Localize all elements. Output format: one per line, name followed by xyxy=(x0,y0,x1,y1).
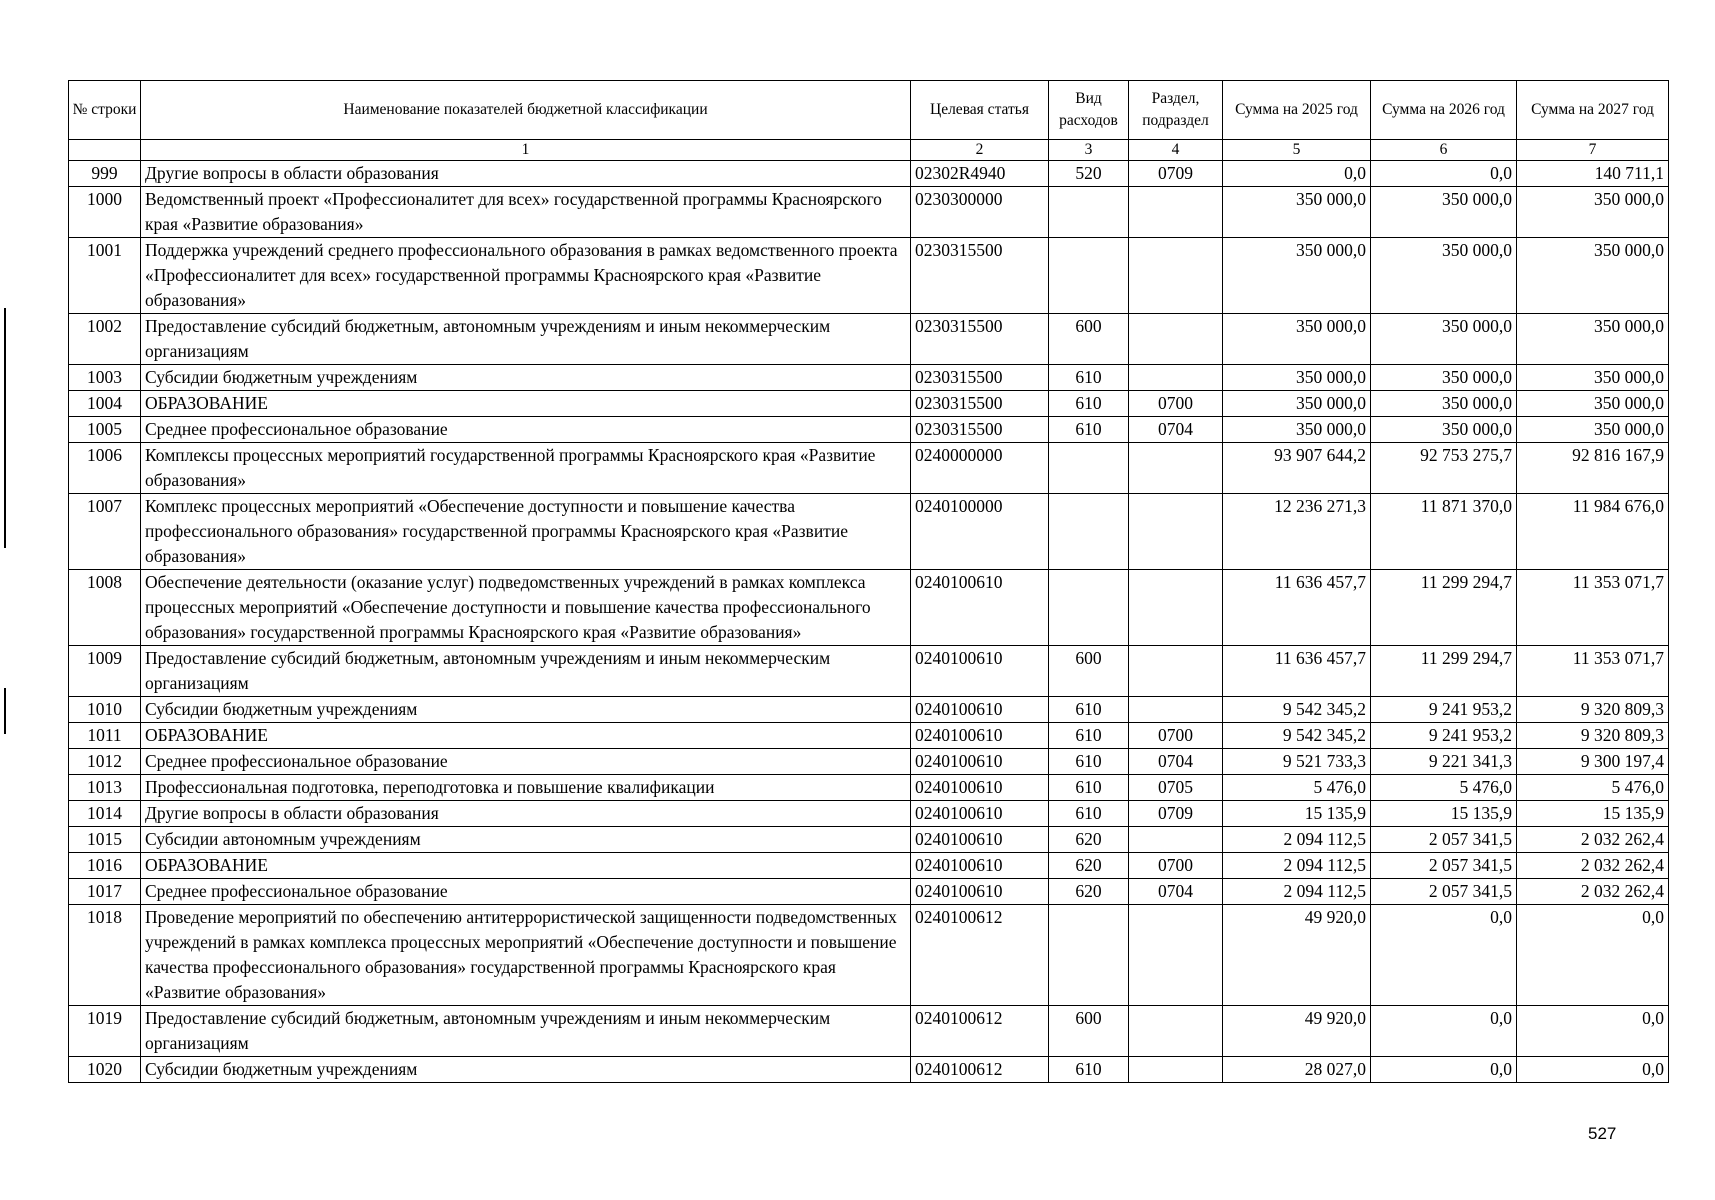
row-number: 1000 xyxy=(69,187,141,238)
row-sum-2026: 350 000,0 xyxy=(1371,417,1517,443)
row-sum-2025: 2 094 112,5 xyxy=(1223,853,1371,879)
row-sum-2027: 9 320 809,3 xyxy=(1517,697,1669,723)
row-expense-type: 620 xyxy=(1049,879,1129,905)
row-sum-2026: 2 057 341,5 xyxy=(1371,879,1517,905)
row-sum-2025: 5 476,0 xyxy=(1223,775,1371,801)
row-number: 1011 xyxy=(69,723,141,749)
header-section: Раздел, подраздел xyxy=(1129,81,1223,140)
row-sum-2025: 12 236 271,3 xyxy=(1223,494,1371,570)
row-expense-type: 520 xyxy=(1049,161,1129,187)
scan-edge-mark xyxy=(4,688,6,734)
column-number: 1 xyxy=(141,140,911,161)
row-sum-2026: 11 299 294,7 xyxy=(1371,570,1517,646)
row-number: 1003 xyxy=(69,365,141,391)
row-expense-type: 610 xyxy=(1049,1057,1129,1083)
row-expense-type: 610 xyxy=(1049,801,1129,827)
budget-table xyxy=(68,80,1669,1083)
row-number: 1018 xyxy=(69,905,141,1006)
row-sum-2027: 2 032 262,4 xyxy=(1517,827,1669,853)
row-number: 1001 xyxy=(69,238,141,314)
row-target-code: 0240100610 xyxy=(911,879,1049,905)
row-expense-type xyxy=(1049,187,1129,238)
row-sum-2026: 9 241 953,2 xyxy=(1371,697,1517,723)
row-target-code: 0240000000 xyxy=(911,443,1049,494)
table-row xyxy=(69,1057,1669,1083)
scan-edge-mark xyxy=(4,308,6,548)
row-name: Комплексы процессных мероприятий государственной программы Красноярского края «Развитие образования» xyxy=(141,443,911,494)
row-sum-2027: 140 711,1 xyxy=(1517,161,1669,187)
row-sum-2027: 11 984 676,0 xyxy=(1517,494,1669,570)
table-row xyxy=(69,879,1669,905)
row-sum-2025: 11 636 457,7 xyxy=(1223,646,1371,697)
row-sum-2027: 11 353 071,7 xyxy=(1517,570,1669,646)
row-section xyxy=(1129,187,1223,238)
table-row xyxy=(69,646,1669,697)
row-sum-2026: 350 000,0 xyxy=(1371,365,1517,391)
header-row xyxy=(69,81,1669,140)
row-sum-2025: 0,0 xyxy=(1223,161,1371,187)
row-section: 0704 xyxy=(1129,417,1223,443)
row-expense-type: 620 xyxy=(1049,853,1129,879)
table-row xyxy=(69,697,1669,723)
row-expense-type: 610 xyxy=(1049,723,1129,749)
row-name: Предоставление субсидий бюджетным, автономным учреждениям и иным некоммерческим организациям xyxy=(141,1006,911,1057)
column-number: 7 xyxy=(1517,140,1669,161)
row-sum-2025: 15 135,9 xyxy=(1223,801,1371,827)
row-expense-type: 620 xyxy=(1049,827,1129,853)
column-number: 6 xyxy=(1371,140,1517,161)
row-sum-2025: 350 000,0 xyxy=(1223,238,1371,314)
row-expense-type xyxy=(1049,905,1129,1006)
row-name: Поддержка учреждений среднего профессионального образования в рамках ведомственного проекта «Профессионалитет для всех» государственной программы Красноярского края «Развитие образования» xyxy=(141,238,911,314)
table-row xyxy=(69,391,1669,417)
row-number: 1004 xyxy=(69,391,141,417)
row-sum-2026: 350 000,0 xyxy=(1371,314,1517,365)
row-target-code: 0240100610 xyxy=(911,749,1049,775)
row-section xyxy=(1129,314,1223,365)
row-number: 1016 xyxy=(69,853,141,879)
table-row xyxy=(69,775,1669,801)
table-row xyxy=(69,723,1669,749)
row-sum-2025: 350 000,0 xyxy=(1223,187,1371,238)
row-section: 0704 xyxy=(1129,879,1223,905)
row-name: Проведение мероприятий по обеспечению антитеррористической защищенности подведомственных учреждений в рамках комплекса процессных мероприятий «Обеспечение доступности и повышение качества профессионального образования» государственной программы Красноярского края «Развитие образования» xyxy=(141,905,911,1006)
table-row xyxy=(69,1006,1669,1057)
row-name: Субсидии бюджетным учреждениям xyxy=(141,365,911,391)
row-sum-2025: 49 920,0 xyxy=(1223,1006,1371,1057)
row-section xyxy=(1129,494,1223,570)
row-sum-2027: 350 000,0 xyxy=(1517,391,1669,417)
row-sum-2027: 350 000,0 xyxy=(1517,238,1669,314)
row-sum-2027: 11 353 071,7 xyxy=(1517,646,1669,697)
column-number: 4 xyxy=(1129,140,1223,161)
row-sum-2027: 92 816 167,9 xyxy=(1517,443,1669,494)
row-sum-2026: 2 057 341,5 xyxy=(1371,853,1517,879)
row-sum-2025: 350 000,0 xyxy=(1223,391,1371,417)
row-expense-type xyxy=(1049,494,1129,570)
table-row xyxy=(69,801,1669,827)
row-target-code: 0240100000 xyxy=(911,494,1049,570)
row-sum-2025: 2 094 112,5 xyxy=(1223,827,1371,853)
row-number: 1008 xyxy=(69,570,141,646)
table-row xyxy=(69,749,1669,775)
row-section xyxy=(1129,238,1223,314)
row-sum-2025: 350 000,0 xyxy=(1223,365,1371,391)
row-sum-2027: 0,0 xyxy=(1517,905,1669,1006)
table-row xyxy=(69,443,1669,494)
row-target-code: 0230300000 xyxy=(911,187,1049,238)
header-sum-2025: Сумма на 2025 год xyxy=(1223,81,1371,140)
row-number: 1010 xyxy=(69,697,141,723)
header-sum-2026: Сумма на 2026 год xyxy=(1371,81,1517,140)
table-row xyxy=(69,494,1669,570)
row-number: 1006 xyxy=(69,443,141,494)
column-number: 5 xyxy=(1223,140,1371,161)
row-number: 1007 xyxy=(69,494,141,570)
row-number: 1002 xyxy=(69,314,141,365)
row-sum-2026: 350 000,0 xyxy=(1371,238,1517,314)
table-row xyxy=(69,905,1669,1006)
row-section xyxy=(1129,1057,1223,1083)
row-name: Среднее профессиональное образование xyxy=(141,879,911,905)
row-sum-2026: 9 241 953,2 xyxy=(1371,723,1517,749)
row-number: 1020 xyxy=(69,1057,141,1083)
header-name: Наименование показателей бюджетной классификации xyxy=(141,81,911,140)
header-target: Целевая статья xyxy=(911,81,1049,140)
row-target-code: 0230315500 xyxy=(911,238,1049,314)
row-section: 0709 xyxy=(1129,161,1223,187)
row-target-code: 02302R4940 xyxy=(911,161,1049,187)
row-sum-2026: 0,0 xyxy=(1371,1006,1517,1057)
row-section: 0700 xyxy=(1129,853,1223,879)
row-name: Среднее профессиональное образование xyxy=(141,749,911,775)
page-number: 527 xyxy=(1588,1124,1617,1143)
row-sum-2027: 2 032 262,4 xyxy=(1517,853,1669,879)
row-section xyxy=(1129,365,1223,391)
row-sum-2027: 15 135,9 xyxy=(1517,801,1669,827)
row-section xyxy=(1129,570,1223,646)
row-sum-2027: 9 320 809,3 xyxy=(1517,723,1669,749)
row-sum-2026: 11 871 370,0 xyxy=(1371,494,1517,570)
row-sum-2026: 350 000,0 xyxy=(1371,391,1517,417)
column-number: 3 xyxy=(1049,140,1129,161)
row-sum-2027: 350 000,0 xyxy=(1517,314,1669,365)
row-number: 1009 xyxy=(69,646,141,697)
row-expense-type xyxy=(1049,570,1129,646)
row-target-code: 0240100612 xyxy=(911,905,1049,1006)
row-number: 1019 xyxy=(69,1006,141,1057)
table-row xyxy=(69,187,1669,238)
row-number: 1017 xyxy=(69,879,141,905)
row-expense-type: 600 xyxy=(1049,314,1129,365)
row-sum-2027: 2 032 262,4 xyxy=(1517,879,1669,905)
row-number: 1012 xyxy=(69,749,141,775)
table-row xyxy=(69,161,1669,187)
row-section: 0704 xyxy=(1129,749,1223,775)
row-sum-2027: 5 476,0 xyxy=(1517,775,1669,801)
row-expense-type xyxy=(1049,443,1129,494)
row-section: 0700 xyxy=(1129,723,1223,749)
row-sum-2026: 15 135,9 xyxy=(1371,801,1517,827)
row-expense-type: 600 xyxy=(1049,646,1129,697)
row-expense-type: 610 xyxy=(1049,391,1129,417)
row-sum-2025: 350 000,0 xyxy=(1223,314,1371,365)
row-name: ОБРАЗОВАНИЕ xyxy=(141,723,911,749)
row-name: Среднее профессиональное образование xyxy=(141,417,911,443)
row-name: ОБРАЗОВАНИЕ xyxy=(141,391,911,417)
table-row xyxy=(69,314,1669,365)
row-sum-2026: 5 476,0 xyxy=(1371,775,1517,801)
row-target-code: 0240100610 xyxy=(911,646,1049,697)
row-name: Профессиональная подготовка, переподготовка и повышение квалификации xyxy=(141,775,911,801)
row-sum-2025: 9 542 345,2 xyxy=(1223,723,1371,749)
table-row xyxy=(69,417,1669,443)
row-sum-2025: 49 920,0 xyxy=(1223,905,1371,1006)
row-number: 999 xyxy=(69,161,141,187)
row-sum-2026: 0,0 xyxy=(1371,905,1517,1006)
row-sum-2025: 350 000,0 xyxy=(1223,417,1371,443)
table-row xyxy=(69,238,1669,314)
row-number: 1013 xyxy=(69,775,141,801)
row-number: 1005 xyxy=(69,417,141,443)
row-expense-type: 610 xyxy=(1049,697,1129,723)
row-expense-type: 610 xyxy=(1049,417,1129,443)
row-target-code: 0240100612 xyxy=(911,1057,1049,1083)
row-section xyxy=(1129,443,1223,494)
row-name: Другие вопросы в области образования xyxy=(141,801,911,827)
row-target-code: 0240100610 xyxy=(911,570,1049,646)
row-name: Предоставление субсидий бюджетным, автономным учреждениям и иным некоммерческим организациям xyxy=(141,314,911,365)
row-expense-type: 610 xyxy=(1049,365,1129,391)
row-name: ОБРАЗОВАНИЕ xyxy=(141,853,911,879)
table-row xyxy=(69,570,1669,646)
row-section xyxy=(1129,1006,1223,1057)
table-row xyxy=(69,365,1669,391)
row-sum-2026: 9 221 341,3 xyxy=(1371,749,1517,775)
row-expense-type: 600 xyxy=(1049,1006,1129,1057)
table-row xyxy=(69,827,1669,853)
row-sum-2025: 9 521 733,3 xyxy=(1223,749,1371,775)
table-body xyxy=(69,161,1669,1083)
row-section xyxy=(1129,697,1223,723)
row-name: Ведомственный проект «Профессионалитет для всех» государственной программы Красноярского края «Развитие образования» xyxy=(141,187,911,238)
row-target-code: 0230315500 xyxy=(911,365,1049,391)
row-name: Субсидии автономным учреждениям xyxy=(141,827,911,853)
row-target-code: 0240100610 xyxy=(911,801,1049,827)
row-name: Субсидии бюджетным учреждениям xyxy=(141,697,911,723)
row-name: Другие вопросы в области образования xyxy=(141,161,911,187)
row-expense-type: 610 xyxy=(1049,775,1129,801)
row-sum-2026: 92 753 275,7 xyxy=(1371,443,1517,494)
column-number: 2 xyxy=(911,140,1049,161)
row-section xyxy=(1129,827,1223,853)
row-name: Предоставление субсидий бюджетным, автономным учреждениям и иным некоммерческим организациям xyxy=(141,646,911,697)
column-number-blank xyxy=(69,140,141,161)
row-sum-2025: 2 094 112,5 xyxy=(1223,879,1371,905)
row-sum-2027: 9 300 197,4 xyxy=(1517,749,1669,775)
row-sum-2027: 350 000,0 xyxy=(1517,417,1669,443)
row-sum-2025: 9 542 345,2 xyxy=(1223,697,1371,723)
row-sum-2026: 11 299 294,7 xyxy=(1371,646,1517,697)
header-sum-2027: Сумма на 2027 год xyxy=(1517,81,1669,140)
header-expense-type: Вид расходов xyxy=(1049,81,1129,140)
row-section: 0700 xyxy=(1129,391,1223,417)
row-sum-2025: 11 636 457,7 xyxy=(1223,570,1371,646)
row-sum-2026: 2 057 341,5 xyxy=(1371,827,1517,853)
row-name: Субсидии бюджетным учреждениям xyxy=(141,1057,911,1083)
row-expense-type: 610 xyxy=(1049,749,1129,775)
row-section xyxy=(1129,646,1223,697)
row-target-code: 0240100610 xyxy=(911,697,1049,723)
row-sum-2026: 350 000,0 xyxy=(1371,187,1517,238)
row-target-code: 0240100612 xyxy=(911,1006,1049,1057)
row-name: Обеспечение деятельности (оказание услуг) подведомственных учреждений в рамках комплекса процессных мероприятий «Обеспечение доступности и повышение качества профессионального образования» государственной программы Красноярского края «Развитие образования» xyxy=(141,570,911,646)
row-expense-type xyxy=(1049,238,1129,314)
row-target-code: 0240100610 xyxy=(911,775,1049,801)
row-target-code: 0240100610 xyxy=(911,723,1049,749)
row-sum-2027: 0,0 xyxy=(1517,1057,1669,1083)
row-sum-2025: 28 027,0 xyxy=(1223,1057,1371,1083)
row-sum-2027: 350 000,0 xyxy=(1517,187,1669,238)
row-target-code: 0240100610 xyxy=(911,827,1049,853)
table-row xyxy=(69,853,1669,879)
column-number-row xyxy=(69,140,1669,161)
row-target-code: 0230315500 xyxy=(911,391,1049,417)
row-target-code: 0240100610 xyxy=(911,853,1049,879)
row-sum-2027: 350 000,0 xyxy=(1517,365,1669,391)
row-section xyxy=(1129,905,1223,1006)
row-target-code: 0230315500 xyxy=(911,417,1049,443)
row-number: 1015 xyxy=(69,827,141,853)
row-name: Комплекс процессных мероприятий «Обеспечение доступности и повышение качества профессионального образования» государственной программы Красноярского края «Развитие образования» xyxy=(141,494,911,570)
row-number: 1014 xyxy=(69,801,141,827)
header-row-no: № строки xyxy=(69,81,141,140)
row-sum-2026: 0,0 xyxy=(1371,161,1517,187)
row-sum-2025: 93 907 644,2 xyxy=(1223,443,1371,494)
row-target-code: 0230315500 xyxy=(911,314,1049,365)
row-sum-2026: 0,0 xyxy=(1371,1057,1517,1083)
row-section: 0709 xyxy=(1129,801,1223,827)
row-section: 0705 xyxy=(1129,775,1223,801)
row-sum-2027: 0,0 xyxy=(1517,1006,1669,1057)
